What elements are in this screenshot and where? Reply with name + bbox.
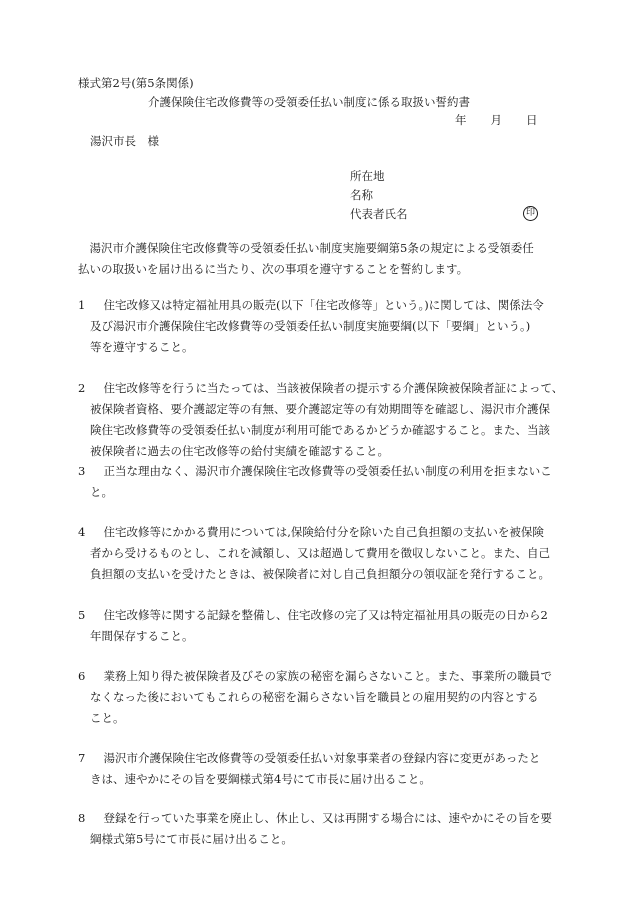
item-line: 被保険者に過去の住宅改修等の給付実績を確認すること。: [90, 444, 389, 458]
item-3: [78, 461, 552, 503]
item-line: 住宅改修等に関する記録を整備し、住宅改修の完了又は特定福祉用具の販売の日から2: [92, 608, 548, 622]
date-day: 日: [526, 113, 538, 127]
addressee: 湯沢市長 様: [90, 134, 159, 148]
intro-line: 払いの取扱いを届け出るに当たり、次の事項を遵守することを誓約します。: [78, 262, 469, 276]
document-title: 介護保険住宅改修費等の受領委任払い制度に係る取扱い誓約書: [148, 95, 470, 109]
item-line: 住宅改修等を行うに当たっては、当該被保険者の提示する介護保険被保険者証によって、: [92, 381, 564, 395]
item-number: 8: [78, 811, 86, 825]
item-line: 綱様式第5号にて市長に届け出ること。: [90, 832, 293, 846]
item-line: 業務上知り得た被保険者及びその家族の秘密を漏らさないこと。また、事業所の職員で: [92, 669, 552, 683]
item-number: 5: [78, 608, 86, 622]
seal-mark: 印: [523, 206, 538, 221]
item-number: 3: [78, 464, 86, 478]
item-number: 1: [78, 298, 86, 312]
intro-line: 湯沢市介護保険住宅改修費等の受領委任払い制度実施要綱第5条の規定による受領委任: [78, 241, 534, 255]
date-line: [455, 113, 538, 127]
item-2: [78, 378, 563, 462]
item-4: [78, 522, 550, 585]
company-name-label: 名称: [350, 188, 373, 202]
address-label: 所在地: [350, 169, 385, 183]
item-line: 等を遵守すること。: [90, 340, 194, 354]
date-year: 年: [455, 113, 467, 127]
item-6: [78, 666, 552, 729]
item-line: 及び湯沢市介護保険住宅改修費等の受領委任払い制度実施要綱(以下「要綱」という。): [90, 319, 531, 333]
item-1: [78, 295, 544, 358]
item-number: 2: [78, 381, 86, 395]
item-line: 正当な理由なく、湯沢市介護保険住宅改修費等の受領委任払い制度の利用を拒まないこ: [92, 464, 552, 478]
item-8: [78, 808, 552, 850]
item-line: 被保険者資格、要介護認定等の有無、要介護認定等の有効期間等を確認し、湯沢市介護保: [90, 402, 550, 416]
form-number: 様式第2号(第5条関係): [78, 76, 194, 90]
item-line: 者から受けるものとし、これを減額し、又は超過して費用を徴収しないこと。また、自己: [90, 546, 550, 560]
representative-label: 代表者氏名: [350, 207, 408, 221]
item-line: 湯沢市介護保険住宅改修費等の受領委任払い対象事業者の登録内容に変更があったと: [92, 751, 541, 765]
item-line: 険住宅改修費等の受領委任払い制度が利用可能であるかどうか確認すること。また、当該: [90, 423, 550, 437]
item-line: 登録を行っていた事業を廃止し、休止し、又は再開する場合には、速やかにその旨を要: [92, 811, 552, 825]
item-line: 住宅改修等にかかる費用については,保険給付分を除いた自己負担額の支払いを被保険: [92, 525, 544, 539]
intro-paragraph: [78, 238, 534, 280]
item-line: 負担額の支払いを受けたときは、被保険者に対し自己負担額分の領収証を発行すること。: [90, 567, 550, 581]
item-7: [78, 748, 540, 790]
item-number: 6: [78, 669, 86, 683]
item-line: と。: [90, 485, 113, 499]
item-line: こと。: [90, 711, 125, 725]
item-line: きは、速やかにその旨を要綱様式第4号にて市長に届け出ること。: [90, 772, 431, 786]
date-month: 月: [490, 113, 502, 127]
item-5: [78, 605, 548, 647]
item-line: 住宅改修又は特定福祉用具の販売(以下「住宅改修等」という。)に関しては、関係法令: [92, 298, 544, 312]
item-number: 7: [78, 751, 86, 765]
item-line: なくなった後においてもこれらの秘密を漏らさない旨を職員との雇用契約の内容とする: [90, 690, 539, 704]
item-line: 年間保存すること。: [90, 629, 194, 643]
item-number: 4: [78, 525, 86, 539]
